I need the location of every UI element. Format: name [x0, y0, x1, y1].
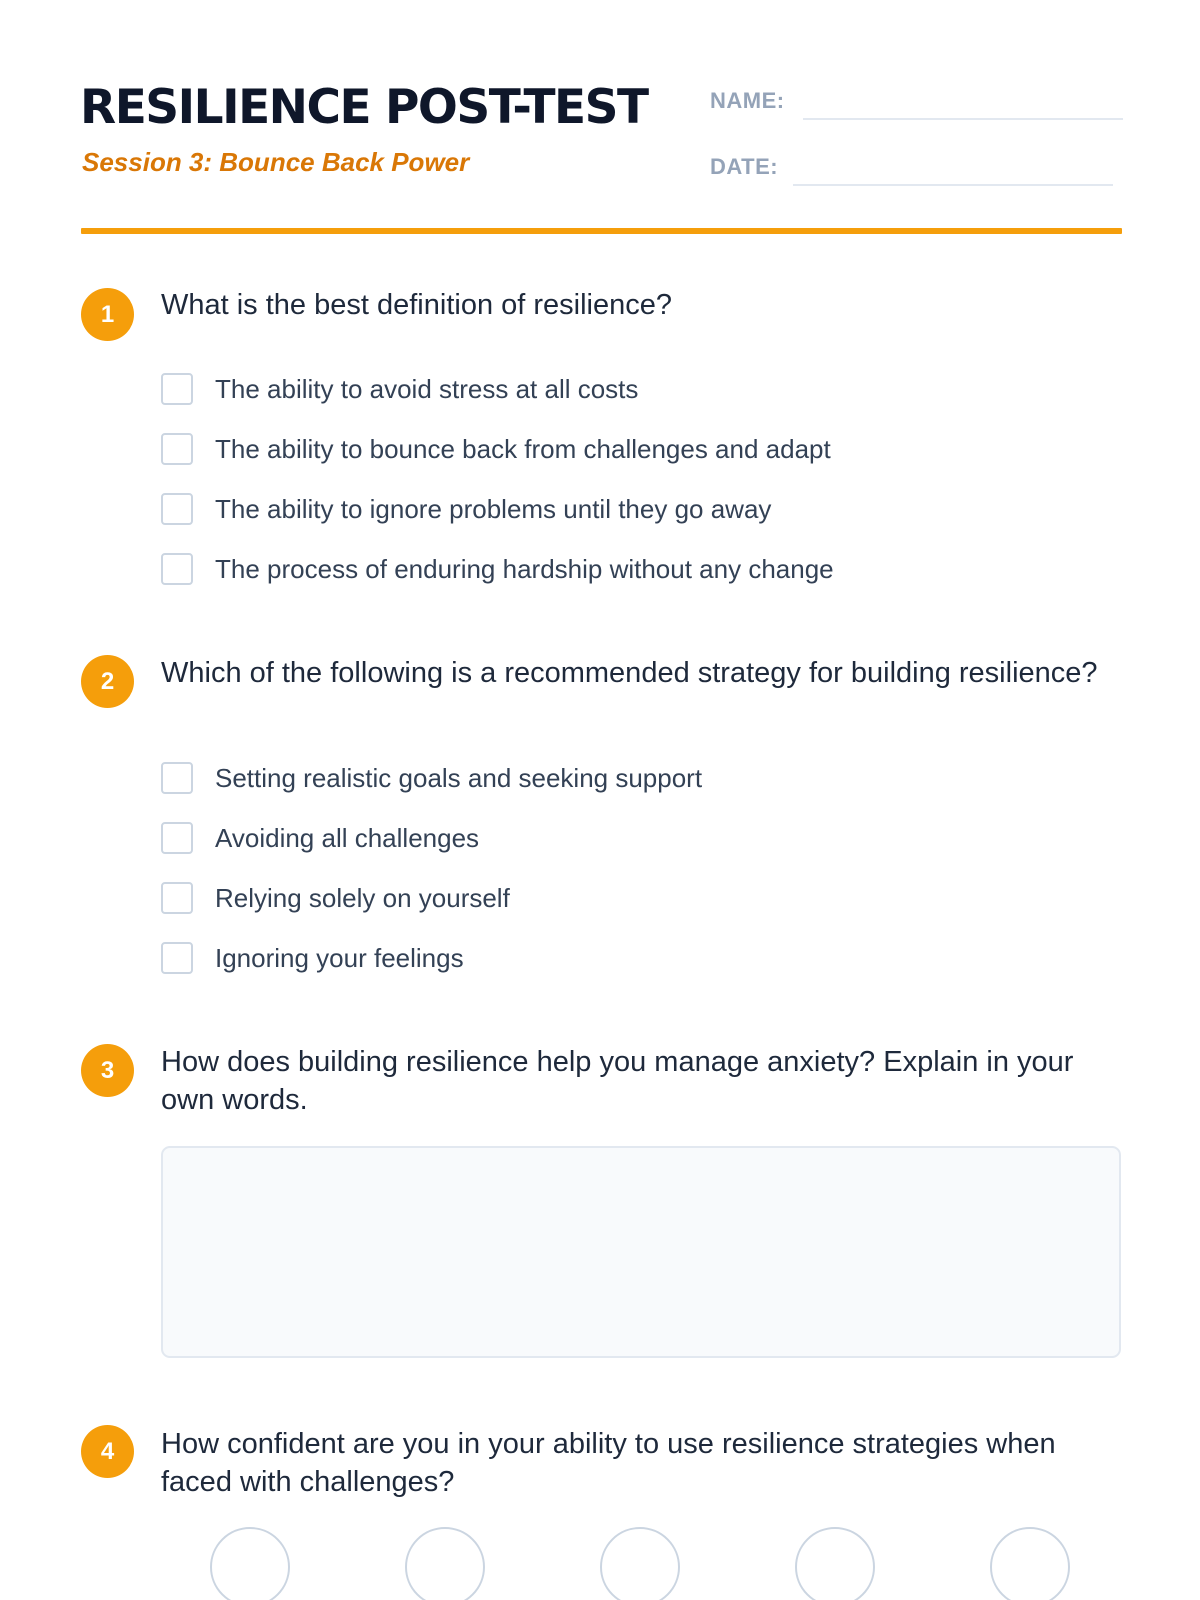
- question-1-option-2[interactable]: [161, 432, 831, 466]
- checkbox[interactable]: [161, 553, 193, 585]
- question-1-option-3[interactable]: [161, 492, 771, 526]
- name-label: NAME:: [710, 88, 785, 113]
- rating-option-3[interactable]: [600, 1527, 680, 1600]
- page-title: RESILIENCE POST-TEST: [80, 80, 648, 135]
- question-3-number-badge: 3: [81, 1044, 134, 1097]
- checkbox[interactable]: [161, 762, 193, 794]
- question-2-number-badge: 2: [81, 655, 134, 708]
- page-subtitle: Session 3: Bounce Back Power: [82, 147, 470, 177]
- question-1-option-4[interactable]: [161, 552, 834, 586]
- question-1-text: What is the best definition of resilience?: [161, 289, 672, 321]
- question-2-option-3[interactable]: [161, 881, 510, 915]
- checkbox[interactable]: [161, 493, 193, 525]
- checkbox[interactable]: [161, 942, 193, 974]
- checkbox[interactable]: [161, 433, 193, 465]
- name-field[interactable]: [803, 118, 1123, 120]
- question-2-text: Which of the following is a recommended strategy for building resilience?: [161, 657, 1098, 689]
- question-4-text: How confident are you in your ability to use resilience strategies when faced with challenges?: [161, 1428, 1056, 1498]
- question-3-text: How does building resilience help you manage anxiety? Explain in your own words.: [161, 1046, 1074, 1116]
- rating-option-2[interactable]: [405, 1527, 485, 1600]
- rating-option-5[interactable]: [990, 1527, 1070, 1600]
- checkbox[interactable]: [161, 373, 193, 405]
- option-label: Avoiding all challenges: [215, 822, 480, 853]
- question-4-number-badge: 4: [81, 1425, 134, 1478]
- question-2-option-2[interactable]: [161, 821, 479, 855]
- rating-option-4[interactable]: [795, 1527, 875, 1600]
- checkbox[interactable]: [161, 882, 193, 914]
- question-2-option-4[interactable]: [161, 941, 464, 975]
- option-label: The ability to avoid stress at all costs: [215, 373, 639, 404]
- option-label: Ignoring your feelings: [215, 942, 464, 973]
- rating-option-1[interactable]: [210, 1527, 290, 1600]
- question-2-option-1[interactable]: [161, 761, 702, 795]
- option-label: Relying solely on yourself: [215, 882, 510, 913]
- checkbox[interactable]: [161, 822, 193, 854]
- date-label: DATE:: [710, 154, 779, 179]
- question-1-number-badge: 1: [81, 288, 134, 341]
- answer-textarea[interactable]: [161, 1146, 1121, 1358]
- header-divider: [81, 228, 1122, 234]
- question-1-option-1[interactable]: [161, 372, 638, 406]
- date-field[interactable]: [793, 184, 1113, 186]
- option-label: The process of enduring hardship without any change: [215, 553, 834, 584]
- option-label: The ability to bounce back from challenges and adapt: [215, 433, 831, 464]
- option-label: The ability to ignore problems until they go away: [215, 493, 772, 524]
- option-label: Setting realistic goals and seeking support: [215, 762, 703, 793]
